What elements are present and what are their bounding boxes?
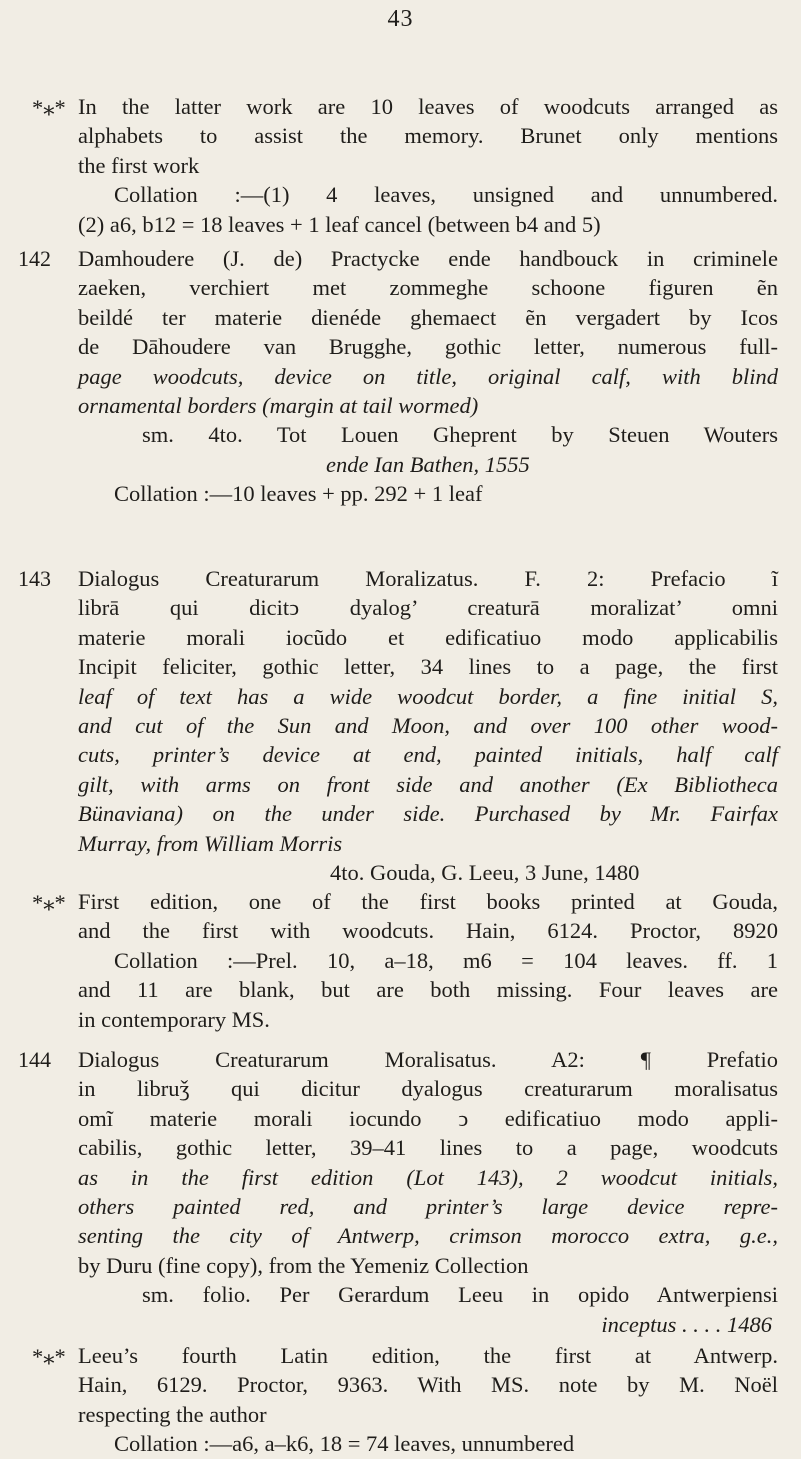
lot-line: de Dāhoudere van Brugghe, gothic letter, numerous full- xyxy=(78,334,778,360)
note-asterism: *⁎* xyxy=(32,890,66,915)
lot-imprint: sm. folio. Per Gerardum Leeu in opido Antwerpiensi xyxy=(142,1282,778,1308)
lot-line: cuts, printer’s device at end, painted initials, half calf xyxy=(78,742,778,768)
lot-imprint-cont: ende Ian Bathen, 1555 xyxy=(326,451,530,477)
top-note-line-2: alphabets to assist the memory. Brunet only mentions xyxy=(78,123,778,149)
lot-number: 144 xyxy=(18,1047,51,1072)
lot-line: beildé ter materie dienéde ghemaect ẽn vergadert by Icos xyxy=(78,304,778,330)
lot-line: Dialogus Creaturarum Moralizatus. F. 2: Prefacio ĩ xyxy=(78,566,778,591)
lot-line: gilt, with arms on front side and another (Ex Bibliotheca xyxy=(78,771,778,797)
lot-line: page woodcuts, device on title, original calf, with blind xyxy=(78,363,778,389)
lot-imprint-cont: inceptus . . . . 1486 xyxy=(601,1311,772,1337)
note-line: First edition, one of the first books printed at Gouda, xyxy=(78,889,778,914)
note-line: respecting the author xyxy=(78,1401,267,1427)
lot-line: Dialogus Creaturarum Moralisatus. A2: ¶ Prefatio xyxy=(78,1047,778,1072)
top-note-line-3: the first work xyxy=(78,152,200,178)
lot-imprint: sm. 4to. Tot Louen Gheprent by Steuen Wouters xyxy=(142,422,778,448)
lot-description xyxy=(78,564,778,887)
lot-line: Murray, from William Morris xyxy=(78,830,343,856)
top-note-collation-2: (2) a6, b12 = 18 leaves + 1 leaf cancel (between b4 and 5) xyxy=(78,211,601,237)
lot-line: Bünaviana) on the under side. Purchased by Mr. Fairfax xyxy=(78,801,778,827)
note-line: and 11 are blank, but are both missing. Four leaves are xyxy=(78,977,778,1003)
note-line: Collation :—Prel. 10, a–18, m6 = 104 leaves. ff. 1 xyxy=(114,947,778,973)
lot-line: Incipit feliciter, gothic letter, 34 lines to a page, the first xyxy=(78,654,778,680)
lot-imprint: 4to. Gouda, G. Leeu, 3 June, 1480 xyxy=(330,860,640,886)
note-line: Hain, 6129. Proctor, 9363. With MS. note by M. Noël xyxy=(78,1372,778,1398)
lot-line: in libruǯ qui dicitur dyalogus creaturarum moralisatus xyxy=(78,1076,778,1102)
lot-line: leaf of text has a wide woodcut border, a fine initial S, xyxy=(78,683,778,709)
lot-description xyxy=(78,244,778,509)
lot-line: zaeken, verchiert met zommeghe schoone figuren ẽn xyxy=(78,275,778,301)
page-number: 43 xyxy=(387,6,414,32)
top-note-line-1: In the latter work are 10 leaves of woodcuts arranged as xyxy=(78,94,778,119)
lot-line: librā qui dicitↄ dyalog’ creaturā moralizat’ omni xyxy=(78,595,778,621)
note-line: in contemporary MS. xyxy=(78,1006,270,1032)
note-line: Leeu’s fourth Latin edition, the first at Antwerp. xyxy=(78,1343,778,1368)
note-text xyxy=(78,887,778,1034)
lot-number: 142 xyxy=(18,246,51,271)
lot-line: Damhoudere (J. de) Practycke ende handbouck in criminele xyxy=(78,246,778,271)
note-text xyxy=(78,1341,778,1459)
lot-collation: Collation :—10 leaves + pp. 292 + 1 leaf xyxy=(114,481,483,507)
note-line: and the first with woodcuts. Hain, 6124. Proctor, 8920 xyxy=(78,918,778,944)
lot-line: as in the first edition (Lot 143), 2 woodcut initials, xyxy=(78,1164,778,1190)
note-asterism: *⁎* xyxy=(32,95,66,120)
top-note-text xyxy=(78,92,778,239)
note-line: Collation :—a6, a–k6, 18 = 74 leaves, unnumbered xyxy=(114,1431,575,1457)
lot-line: omĩ materie morali iocundo ↄ edificatiuo modo appli- xyxy=(78,1105,778,1131)
lot-number: 143 xyxy=(18,566,51,591)
note-asterism: *⁎* xyxy=(32,1344,66,1369)
lot-description xyxy=(78,1045,778,1339)
lot-line: by Duru (fine copy), from the Yemeniz Collection xyxy=(78,1252,529,1278)
lot-line: materie morali iocũdo et edificatiuo modo applicabilis xyxy=(78,624,778,650)
lot-line: cabilis, gothic letter, 39–41 lines to a page, woodcuts xyxy=(78,1135,778,1161)
lot-line: and cut of the Sun and Moon, and over 100 other wood- xyxy=(78,713,778,739)
lot-line: senting the city of Antwerp, crimson morocco extra, g.e., xyxy=(78,1223,778,1249)
lot-line: others painted red, and printer’s large device repre- xyxy=(78,1194,778,1220)
top-note-collation-1: Collation :—(1) 4 leaves, unsigned and unnumbered. xyxy=(114,182,778,208)
lot-line: ornamental borders (margin at tail wormed) xyxy=(78,393,479,419)
